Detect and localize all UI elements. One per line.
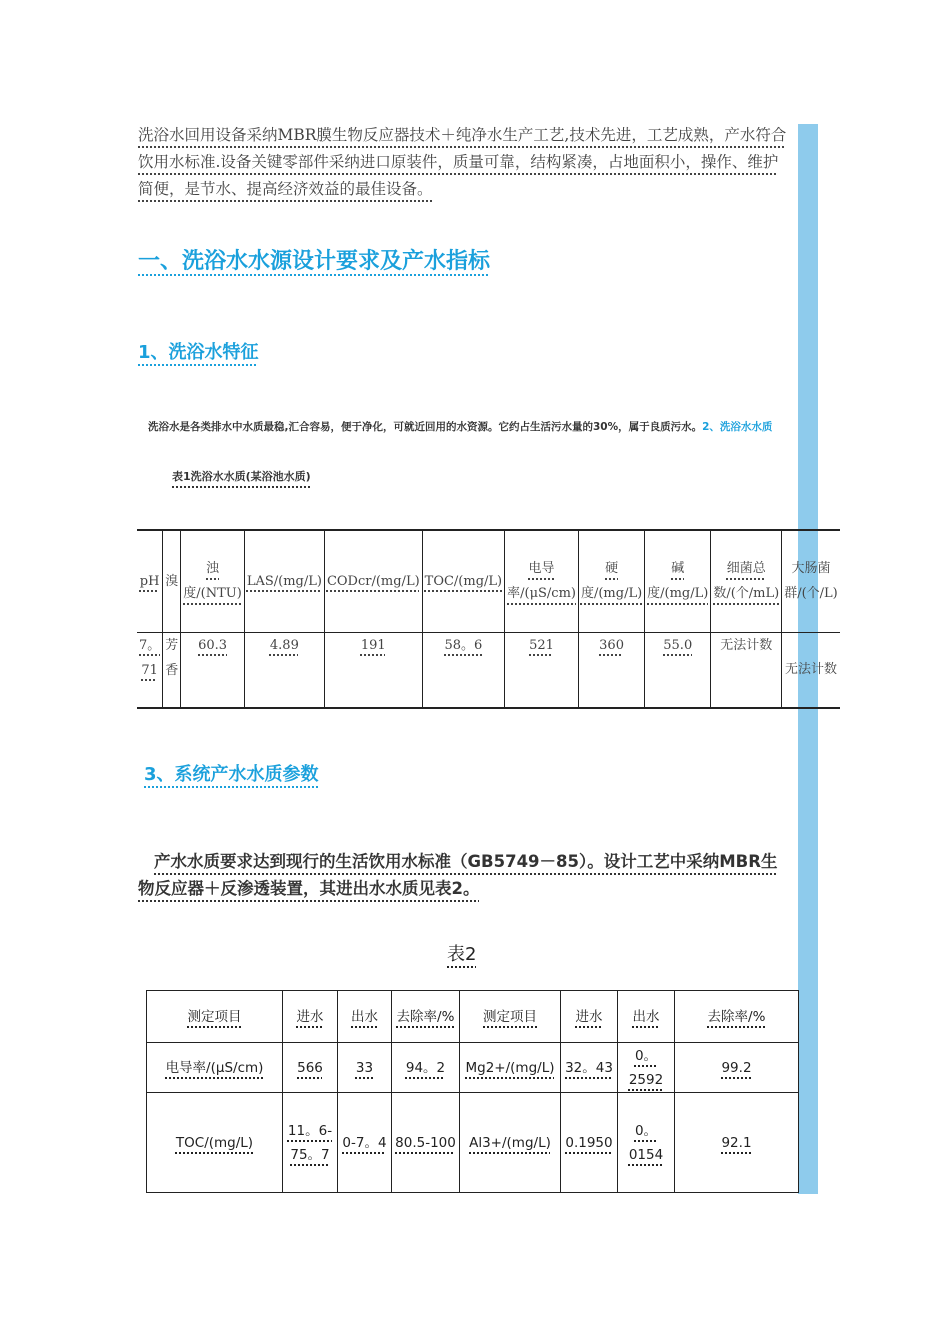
t2-cell: Mg2+/(mg/L) bbox=[460, 1043, 561, 1093]
t1-head-ph: pH bbox=[139, 573, 160, 589]
t2-cell: 94。2 bbox=[392, 1043, 460, 1093]
t2-cell: 99.2 bbox=[675, 1043, 799, 1093]
t1-cell-conductivity: 521 bbox=[505, 632, 579, 708]
section-heading: 一、洗浴水水源设计要求及产水指标 bbox=[138, 249, 491, 274]
t2-cell: Al3+/(mg/L) bbox=[460, 1093, 561, 1193]
t2-head-inflow-1: 进水 bbox=[283, 991, 338, 1043]
t1-head-alkalinity: 碱度/(mg/L) bbox=[645, 530, 711, 632]
t2-head-outflow-1: 出水 bbox=[338, 991, 392, 1043]
t1-head-bacteria: 细菌总数/(个/mL) bbox=[711, 530, 782, 632]
t1-cell-bacteria: 无法计数 bbox=[711, 632, 782, 708]
t1-cell-ph: 7。71 bbox=[139, 637, 161, 678]
t1-cell-cod: 191 bbox=[324, 632, 422, 708]
t1-head-cod: CODcr/(mg/L) bbox=[324, 530, 422, 632]
t2-cell: 0。2592 bbox=[618, 1043, 675, 1093]
t1-head-las: LAS/(mg/L) bbox=[244, 530, 324, 632]
subsection-heading-1: 1、洗浴水特征 bbox=[138, 342, 259, 363]
t1-cell-odor: 芳香 bbox=[163, 632, 181, 708]
table2-caption: 表2 bbox=[447, 944, 477, 965]
t1-head-turbidity: 浊度/(NTU) bbox=[181, 530, 245, 632]
t2-cell: 0-7。4 bbox=[338, 1093, 392, 1193]
t2-cell: 32。43 bbox=[561, 1043, 618, 1093]
subsection-heading-3: 3、系统产水水质参数 bbox=[144, 764, 319, 785]
t2-head-removal-1: 去除率/% bbox=[392, 991, 460, 1043]
t1-cell-coliform: 无法计数 bbox=[782, 632, 840, 708]
t1-cell-toc: 58。6 bbox=[422, 632, 504, 708]
t2-cell: 0.1950 bbox=[561, 1093, 618, 1193]
t1-cell-hardness: 360 bbox=[578, 632, 644, 708]
table1-caption: 表1洗浴水水质(某浴池水质) bbox=[172, 470, 311, 483]
t1-cell-turbidity: 60.3 bbox=[181, 632, 245, 708]
t2-cell: 80.5-100 bbox=[392, 1093, 460, 1193]
t1-head-hardness: 硬度/(mg/L) bbox=[578, 530, 644, 632]
feature-paragraph bbox=[138, 415, 788, 439]
water-quality-table bbox=[137, 529, 840, 709]
t1-head-coliform: 大肠菌群/(个/L) bbox=[782, 530, 840, 632]
t2-head-outflow-2: 出水 bbox=[618, 991, 675, 1043]
table-row bbox=[147, 1093, 799, 1193]
t2-head-item-2: 测定项目 bbox=[460, 991, 561, 1043]
t2-cell: 电导率/(μS/cm) bbox=[147, 1043, 283, 1093]
t2-head-removal-2: 去除率/% bbox=[675, 991, 799, 1043]
feature-link-heading: 2、洗浴水水质 bbox=[702, 421, 773, 433]
feature-text: 洗浴水是各类排水中水质最稳,汇合容易，便于净化，可就近回用的水资源。它约占生活污水量的30%，属于良质污水。 bbox=[148, 421, 703, 433]
output-quality-table bbox=[146, 990, 799, 1193]
t2-cell: 92.1 bbox=[675, 1093, 799, 1193]
t2-cell: TOC/(mg/L) bbox=[147, 1093, 283, 1193]
t1-head-odor: 溴 bbox=[163, 530, 181, 632]
t2-cell: 0。0154 bbox=[618, 1093, 675, 1193]
t1-head-toc: TOC/(mg/L) bbox=[422, 530, 504, 632]
t2-head-item-1: 测定项目 bbox=[147, 991, 283, 1043]
output-quality-paragraph: 产水水质要求达到现行的生活饮用水标准（GB5749－85）。设计工艺中采纳MBR生物反应器＋反渗透装置，其进出水水质见表2。 bbox=[138, 852, 778, 898]
t2-cell: 11。6-75。7 bbox=[283, 1093, 338, 1193]
t2-cell: 566 bbox=[283, 1043, 338, 1093]
t1-head-conductivity: 电导率/(μS/cm) bbox=[505, 530, 579, 632]
t1-cell-las: 4.89 bbox=[244, 632, 324, 708]
intro-paragraph: 洗浴水回用设备采纳MBR膜生物反应器技术＋纯净水生产工艺,技术先进，工艺成熟，产水符合饮用水标准.设备关键零部件采纳进口原装件，质量可靠，结构紧凑，占地面积小，操作、维护简便，是节水、提高经济效益的最佳设备。 bbox=[138, 126, 787, 198]
table-row bbox=[147, 1043, 799, 1093]
t2-cell: 33 bbox=[338, 1043, 392, 1093]
t1-cell-alkalinity: 55.0 bbox=[645, 632, 711, 708]
t2-head-inflow-2: 进水 bbox=[561, 991, 618, 1043]
